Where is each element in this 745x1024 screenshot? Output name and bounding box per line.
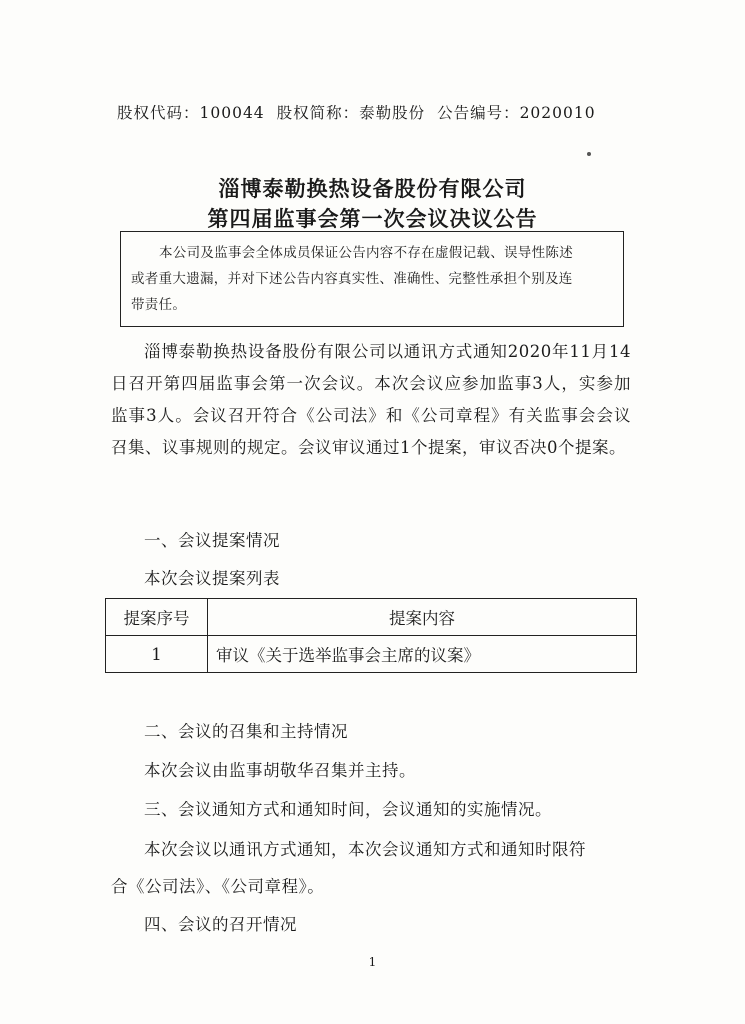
- disclaimer-line: 带责任。: [131, 297, 187, 313]
- table-row: [106, 636, 637, 673]
- announcement-title: 第四届监事会第一次会议决议公告: [207, 207, 538, 231]
- stock-code: 股权代码：100044: [117, 104, 265, 122]
- page-number: 1: [368, 955, 377, 969]
- disclaimer-line: 或者重大遗漏，并对下述公告内容真实性、准确性、完整性承担个别及连: [131, 271, 573, 287]
- stock-name: 股权简称：泰勒股份: [276, 104, 426, 122]
- section-3-body-cont: 合《公司法》、《公司章程》。: [111, 877, 325, 896]
- intro-paragraph: 淄博泰勒换热设备股份有限公司以通讯方式通知2020年11月14日召开第四届监事会第一次会议。本次会议应参加监事3人，实参加监事3人。会议召开符合《公司法》和《公司章程》有关监事会会议召集、议事规则的规定。会议审议通过1个提案，审议否决0个提案。: [111, 342, 631, 457]
- section-2-title: 二、会议的召集和主持情况: [144, 722, 348, 741]
- section-4-title: 四、会议的召开情况: [144, 915, 297, 934]
- proposal-number: 1: [106, 636, 208, 673]
- section-2-body: 本次会议由监事胡敬华召集并主持。: [144, 761, 416, 780]
- table-header-row: [106, 599, 637, 636]
- column-header-content: 提案内容: [208, 599, 637, 636]
- announcement-number: 公告编号：2020010: [437, 104, 596, 122]
- proposal-content: 审议《关于选举监事会主席的议案》: [208, 636, 637, 673]
- scan-speck: [587, 152, 591, 156]
- announcement-header: [117, 101, 602, 123]
- section-3-body: 本次会议以通讯方式通知，本次会议通知方式和通知时限符: [144, 840, 586, 859]
- section-3-title: 三、会议通知方式和通知时间，会议通知的实施情况。: [144, 800, 552, 819]
- disclaimer-box: [120, 231, 624, 327]
- disclaimer-line: 本公司及监事会全体成员保证公告内容不存在虚假记载、误导性陈述: [159, 245, 573, 261]
- company-title: 淄博泰勒换热设备股份有限公司: [218, 177, 527, 201]
- section-1-title: 一、会议提案情况: [144, 531, 280, 550]
- column-header-number: 提案序号: [106, 599, 208, 636]
- proposal-table: [105, 598, 637, 673]
- proposal-list-title: 本次会议提案列表: [144, 569, 280, 588]
